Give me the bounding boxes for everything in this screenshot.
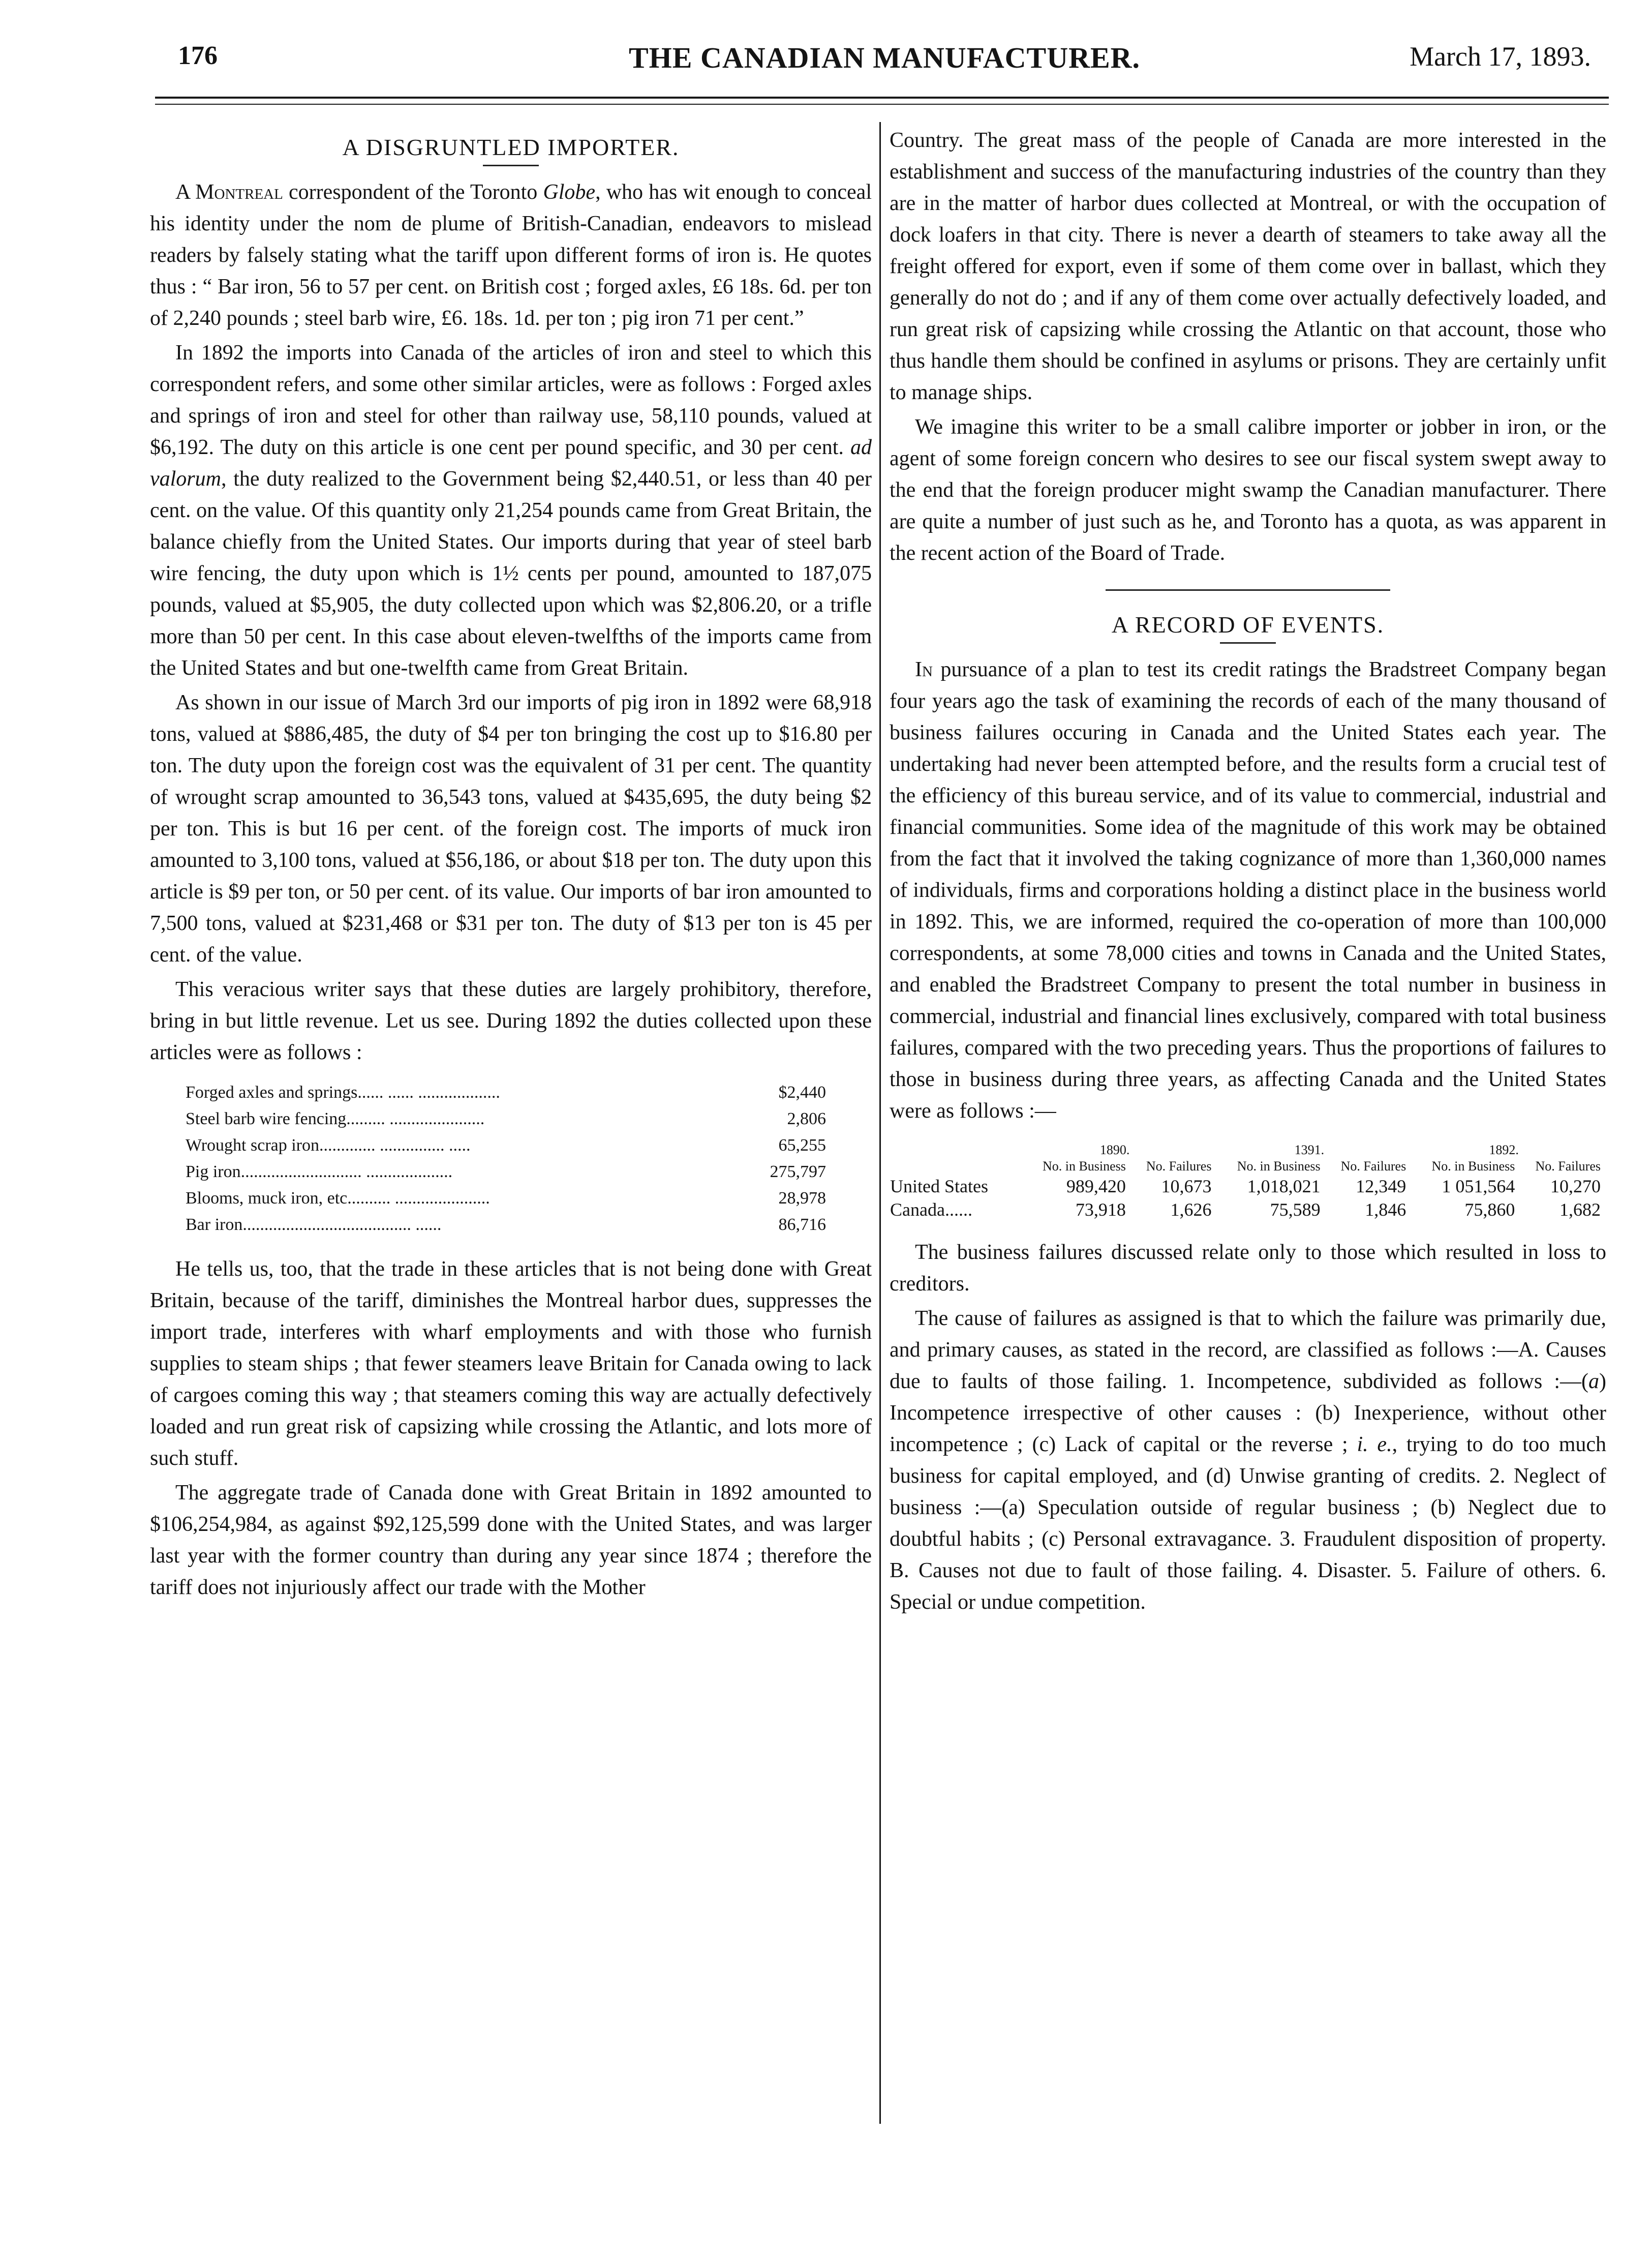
table-row (890, 1158, 1601, 1175)
importer-paragraph-7: We imagine this writer to be a small calibre importer or jobber in iron, or the agent of some foreign concern who desires to see our fiscal system swept away to the end that the foreign producer might swamp the Canadian manufacturer. There are quite a number of just such as he, and Toronto has a quota, as was apparent in the recent action of the Board of Trade. (890, 415, 1606, 565)
importer-paragraph-1: A Montreal correspondent of the Toronto Globe, who has wit enough to conceal his identity under the nom de plume of British-Canadian, endeavors to mislead readers by falsely stating what the tariff upon different forms of iron is. He quotes thus : “ Bar iron, 56 to 57 per cent. on British cost ; forged axles, £6 18s. 6d. per ton of 2,240 pounds ; steel barb wire, £6. 18s. 1d. per ton ; pig iron 71 per cent.” (150, 181, 872, 330)
article-title-importer: A DISGRUNTLED IMPORTER. (342, 134, 680, 160)
title-rule (1220, 642, 1276, 644)
importer-paragraph-6: The aggregate trade of Canada done with Great Britain in 1892 amounted to $106,254,984, as against $92,125,599 done with the United States, and was larger last year with the former country than during any year since 1874 ; therefore the tariff does not injuriously affect our trade with the Mother (150, 1481, 872, 1599)
column-divider (879, 122, 881, 2124)
table-row: Blooms, muck iron, etc.......... ...................... 28,978 (186, 1189, 826, 1208)
failures-table (890, 1142, 1601, 1221)
importer-paragraph-4: This veracious writer says that these duties are largely prohibitory, therefore, bring in but little revenue. Let us see. During 1892 the duties collected upon these articles were as follows : (150, 978, 872, 1064)
title-rule (483, 165, 539, 166)
page-header (178, 41, 1591, 92)
column-header: No. Failures (1146, 1159, 1212, 1174)
page-number: 176 (178, 41, 218, 70)
events-paragraph-3: The cause of failures as assigned is that to which the failure was primarily due, and primary causes, as stated in the record, are classified as follows :—A. Causes due to faults of those failing. 1. Incompetence, subdivided as follows :—(a) Incompetence irrespective of other causes : (b) Inexperience, without other incompetence ; (c) Lack of capital or the reverse ; i. e., trying to do too much business for capital employed, and (d) Unwise granting of credits. 2. Neglect of business :—(a) Speculation outside of regular business ; (b) Neglect due to doubtful habits ; (c) Personal extravagance. 3. Fraudulent disposition of property. B. Causes not due to fault of those failing. 4. Disaster. 5. Failure of others. 6. Special or undue competition. (890, 1307, 1606, 1614)
column-header: No. Failures (1535, 1159, 1601, 1174)
newspaper-name: Globe (543, 181, 596, 204)
importer-paragraph-2: In 1892 the imports into Canada of the articles of iron and steel to which this correspondent refers, and some other similar articles, were as follows : Forged axles and springs of iron and steel for other than railway use, 58,110 pounds, valued at $6,192. The duty on this article is one cent per pound specific, and 30 per cent. ad valorum, the duty realized to the Government being $2,440.51, or less than 40 per cent. on the value. Of this quantity only 21,254 pounds came from Great Britain, the balance chiefly from the United States. Our imports during that year of steel barb wire fencing, the duty upon which is 1½ cents per pound, amounted to 187,075 pounds, valued at $5,905, the duty collected upon which was $2,806.20, or a trifle more than 50 per cent. In this case about eleven-twelfths of the imports came from the United States and but one-twelfth came from Great Britain. (150, 341, 872, 680)
left-column (150, 125, 872, 2139)
column-header: No. in Business (1431, 1159, 1515, 1174)
importer-paragraph-3: As shown in our issue of March 3rd our imports of pig iron in 1892 were 68,918 tons, valued at $886,485, the duty of $4 per ton bringing the cost up to $16.80 per ton. The duty upon the foreign cost was the equivalent of 31 per cent. The quantity of wrought scrap amounted to 36,543 tons, valued at $435,695, the duty being $2 per ton. This is but 16 per cent. of the foreign cost. The imports of muck iron amounted to 3,100 tons, valued at $56,186, or about $18 per ton. The duty upon this article is $9 per ton, or 50 per cent. of its value. Our imports of bar iron amounted to 7,500 tons, valued at $231,468 or $31 per ton. The duty of $13 per ton is 45 per cent. of the value. (150, 691, 872, 967)
importer-paragraph-6-continued: Country. The great mass of the people of Canada are more interested in the establishment and success of the manufacturing industries of the country than they are in the matter of harbor dues collected at Montreal, or with the occupation of dock loafers in that city. There is never a dearth of steamers to take away all the freight offered for export, even if some of them come over in ballast, which they generally do not do ; and if any of them come over actually defectively loaded, and run great risk of capsizing while crossing the Atlantic on that account, those who thus handle them should be confined in asylums or prisons. They are certainly unfit to manage ships. (890, 129, 1606, 404)
header-rule (155, 97, 1609, 99)
year-header: 1391. (1294, 1142, 1325, 1157)
issue-date: March 17, 1893. (1410, 41, 1591, 72)
importer-paragraph-5: He tells us, too, that the trade in these articles that is not being done with Great Britain, because of the tariff, diminishes the Montreal harbor dues, suppresses the import trade, interferes with wharf employments and with those who furnish supplies to steam ships ; that fewer steamers leave Britain for Canada owing to lack of cargoes coming this way ; that steamers coming this way are actually defectively loaded and run great risk of capsizing while crossing the Atlantic, and lots more of such stuff. (150, 1257, 872, 1470)
table-row: United States 989,420 10,673 1,018,021 12,349 1 051,564 10,270 (890, 1176, 1601, 1196)
table-row: Steel barb wire fencing......... ...................... 2,806 (186, 1109, 826, 1128)
table-row: Canada...... 73,918 1,626 75,589 1,846 75,860 1,682 (890, 1199, 1601, 1220)
year-header: 1892. (1489, 1142, 1519, 1157)
article-title-events: A RECORD OF EVENTS. (1111, 612, 1385, 638)
table-row: Wrought scrap iron............. ............... ..... 65,255 (186, 1136, 826, 1155)
table-row: Bar iron....................................... ...... 86,716 (186, 1215, 826, 1234)
year-header: 1890. (1099, 1142, 1130, 1157)
table-row (890, 1142, 1601, 1158)
section-rule (1106, 589, 1390, 591)
events-lead-word: In (915, 658, 933, 681)
duties-table (186, 1079, 826, 1238)
importer-lead-word: A Montreal (175, 181, 283, 204)
journal-title: THE CANADIAN MANUFACTURER. (628, 41, 1141, 74)
table-row: Forged axles and springs...... ...... ................... $2,440 (186, 1083, 826, 1102)
events-paragraph-1: In pursuance of a plan to test its credit ratings the Bradstreet Company began four years ago the task of examining the records of each of the many thousand of business failures occuring in Canada and the United States each year. The undertaking had never been attempted before, and the results form a crucial test of the efficiency of this bureau service, and of its value to commercial, industrial and financial communities. Some idea of the magnitude of this work may be obtained from the fact that it involved the taking cognizance of more than 1,360,000 names of individuals, firms and corporations holding a distinct place in the business world in 1892. This, we are informed, required the co-operation of more than 100,000 correspondents, at some 78,000 cities and towns in Canada and the United States, and enabled the Bradstreet Company to present the total number in business in commercial, industrial and financial lines exclusively, compared with total business failures, compared with the two preceding years. Thus the proportions of failures to those in business during three years, as affecting Canada and the United States were as follows :— (890, 658, 1606, 1123)
column-header: No. in Business (1237, 1159, 1321, 1174)
header-rule-thin (155, 104, 1609, 105)
events-paragraph-2: The business failures discussed relate only to those which resulted in loss to creditors. (890, 1241, 1606, 1296)
right-column (890, 125, 1606, 2139)
table-row: Pig iron............................ .................... 275,797 (186, 1162, 826, 1181)
column-header: No. Failures (1340, 1159, 1406, 1174)
column-header: No. in Business (1042, 1159, 1126, 1174)
